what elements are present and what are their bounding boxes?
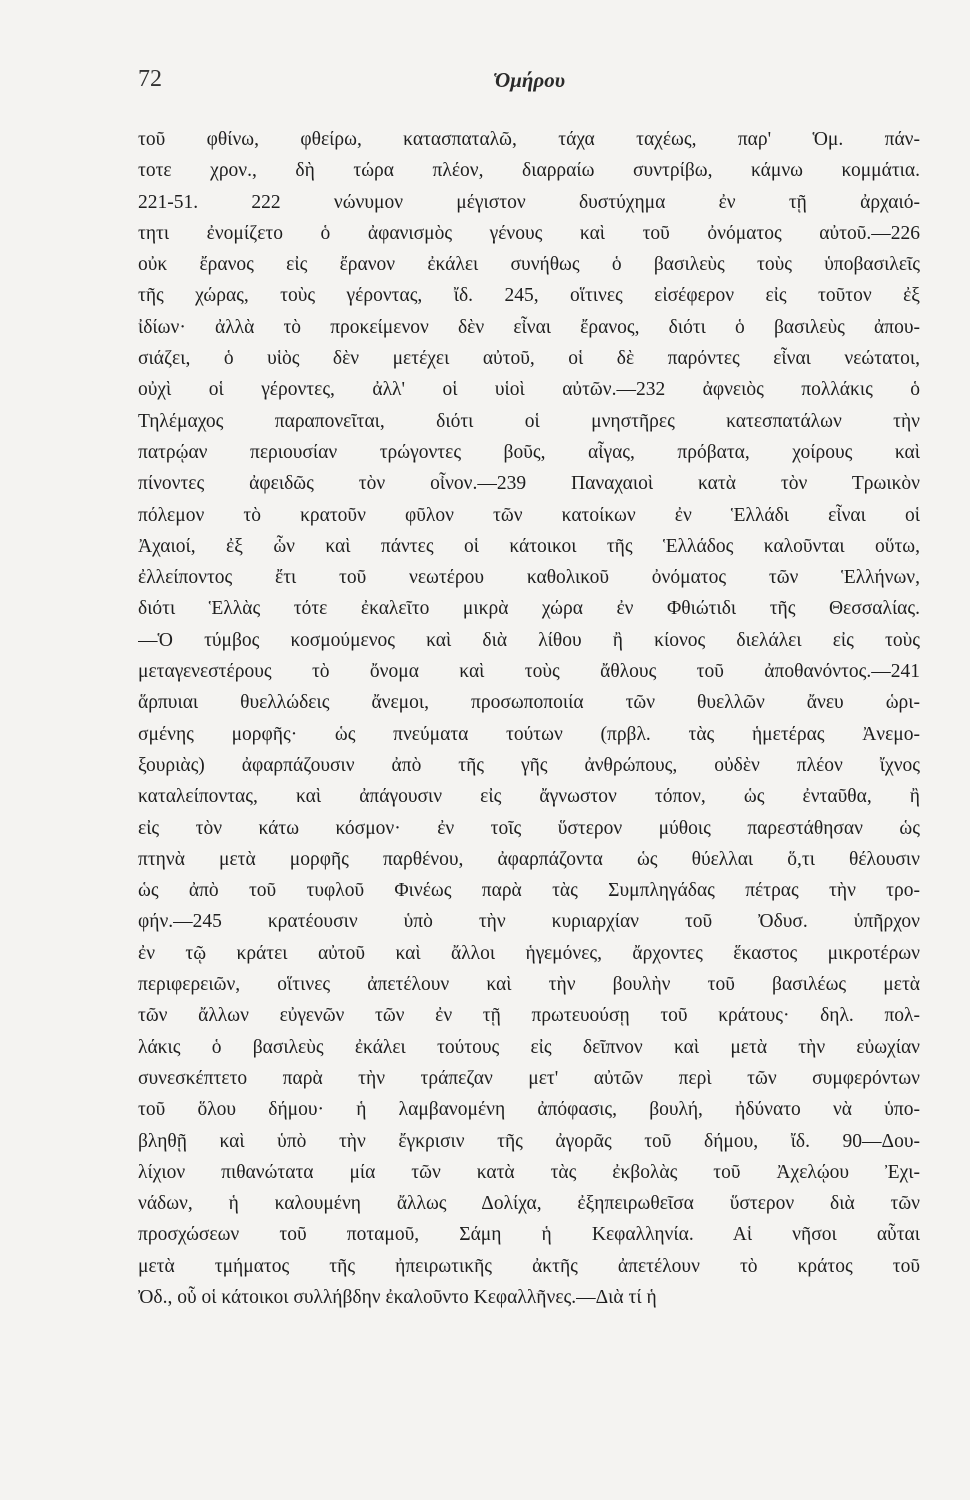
text-line: σμένης μορφῆς· ὡς πνεύματα τούτων (πρβλ. τὰς ἡμετέρας Ἀνεμο- (138, 723, 920, 745)
text-line: φήν.—245 κρατέουσιν ὑπὸ τὴν κυριαρχίαν τοῦ Ὀδυσ. ὑπῆρχον (138, 911, 920, 933)
running-title: Ὁμήρου (492, 68, 566, 92)
text-line: τοῦ ὅλου δήμου· ἡ λαμβανομένη ἀπόφασις, βουλή, ἠδύνατο νὰ ὑπο- (138, 1099, 920, 1121)
text-line: σιάζει, ὁ υἱὸς δὲν μετέχει αὐτοῦ, οἱ δὲ παρόντες εἶναι νεώτατοι, (138, 348, 920, 370)
text-line: λίχιον πιθανώτατα μία τῶν κατὰ τὰς ἐκβολὰς τοῦ Ἀχελῴου Ἐχι- (138, 1161, 920, 1183)
text-line: Τηλέμαχος παραπονεῖται, διότι οἱ μνηστῆρες κατεσπατάλων τὴν (138, 410, 920, 432)
text-line: —Ὁ τύμβος κοσμούμενος καὶ διὰ λίθου ἢ κίονος διελάλει εἰς τοὺς (138, 629, 920, 651)
text-line: καταλείποντας, καὶ ἀπάγουσιν εἰς ἄγνωστον τόπον, ὡς ἐνταῦθα, ἢ (138, 786, 920, 808)
page-number: 72 (138, 66, 162, 92)
text-line: λάκις ὁ βασιλεὺς ἐκάλει τούτους εἰς δεῖπνον καὶ μετὰ τὴν εὐωχίαν (138, 1036, 920, 1058)
text-line: τητι ἐνομίζετο ὁ ἀφανισμὸς γένους καὶ τοῦ ὀνόματος αὐτοῦ.—226 (138, 222, 920, 244)
text-line: Ὀδ., οὗ οἱ κάτοικοι συλλήβδην ἐκαλοῦντο Κεφαλλῆνες.—Διὰ τί ἡ (138, 1286, 657, 1308)
text-line: πατρῴαν περιουσίαν τρώγοντες βοῦς, αἶγας, πρόβατα, χοίρους καὶ (138, 441, 920, 463)
text-line: πτηνὰ μετὰ μορφῆς παρθένου, ἀφαρπάζοντα ὡς θύελλαι ὅ,τι θέλουσιν (138, 848, 920, 870)
commentary-text (138, 124, 920, 1313)
text-line: εἰς τὸν κάτω κόσμον· ἐν τοῖς ὕστερον μύθοις παρεστάθησαν ὡς (138, 817, 920, 839)
text-line: ἅρπυιαι θυελλώδεις ἄνεμοι, προσωποποιία τῶν θυελλῶν ἄνευ ὡρι- (138, 692, 920, 714)
text-line: οὐχὶ οἱ γέροντες, ἀλλ' οἱ υἱοὶ αὐτῶν.—232 ἀφνειὸς πολλάκις ὁ (138, 379, 920, 401)
text-line: τοῦ φθίνω, φθείρω, κατασπαταλῶ, τάχα ταχέως, παρ' Ὁμ. πάν- (138, 129, 920, 150)
text-line: διότι Ἑλλὰς τότε ἐκαλεῖτο μικρὰ χώρα ἐν Φθιώτιδι τῆς Θεσσαλίας. (138, 598, 920, 620)
text-line: πόλεμον τὸ κρατοῦν φῦλον τῶν κατοίκων ἐν Ἑλλάδι εἶναι οἱ (138, 504, 920, 526)
text-line: τῶν ἄλλων εὐγενῶν τῶν ἐν τῇ πρωτευούσῃ τοῦ κράτους· δηλ. πολ- (138, 1005, 920, 1027)
text-line: 221-51. 222 νώνυμον μέγιστον δυστύχημα ἐν τῇ ἀρχαιό- (138, 191, 920, 213)
text-line: νάδων, ἡ καλουμένη ἄλλως Δολίχα, ἐξηπειρωθεῖσα ὕστερον διὰ τῶν (138, 1193, 920, 1215)
text-line: πίνοντες ἀφειδῶς τὸν οἶνον.—239 Παναχαιοὶ κατὰ τὸν Τρωικὸν (138, 473, 920, 495)
text-line: ξουριὰς) ἀφαρπάζουσιν ἀπὸ τῆς γῆς ἀνθρώπους, οὐδὲν πλέον ἴχνος (138, 754, 920, 776)
text-line: μεταγενεστέρους τὸ ὄνομα καὶ τοὺς ἄθλους τοῦ ἀποθανόντος.—241 (138, 661, 920, 683)
text-line: ἰδίων· ἀλλὰ τὸ προκείμενον δὲν εἶναι ἔρανος, διότι ὁ βασιλεὺς ἀπου- (138, 316, 920, 338)
text-line: περιφερειῶν, οἵτινες ἀπετέλουν καὶ τὴν βουλὴν τοῦ βασιλέως μετὰ (138, 974, 920, 996)
text-line: Ἀχαιοί, ἐξ ὧν καὶ πάντες οἱ κάτοικοι τῆς Ἑλλάδος καλοῦνται οὕτω, (138, 535, 920, 557)
page-header (138, 66, 920, 106)
text-line: βληθῇ καὶ ὑπὸ τὴν ἔγκρισιν τῆς ἀγορᾶς τοῦ δήμου, ἴδ. 90—Δου- (138, 1130, 920, 1152)
text-line: μετὰ τμήματος τῆς ἠπειρωτικῆς ἀκτῆς ἀπετέλουν τὸ κράτος τοῦ (138, 1255, 920, 1277)
text-line: συνεσκέπτετο παρὰ τὴν τράπεζαν μετ' αὐτῶν περὶ τῶν συμφερόντων (138, 1067, 920, 1089)
text-line: τοτε χρον., δὴ τώρα πλέον, διαρραίω συντρίβω, κάμνω κομμάτια. (138, 160, 920, 182)
text-line: ὡς ἀπὸ τοῦ τυφλοῦ Φινέως παρὰ τὰς Συμπληγάδας πέτρας τὴν τρο- (138, 880, 920, 902)
text-line: προσχώσεων τοῦ ποταμοῦ, Σάμη ἡ Κεφαλληνία. Αἱ νῆσοι αὗται (138, 1224, 920, 1246)
text-line: οὐκ ἔρανος εἰς ἔρανον ἐκάλει συνήθως ὁ βασιλεὺς τοὺς ὑποβασιλεῖς (138, 254, 920, 276)
text-line: ἐλλείποντος ἔτι τοῦ νεωτέρου καθολικοῦ ὀνόματος τῶν Ἑλλήνων, (138, 567, 920, 589)
text-line: ἐν τῷ κράτει αὐτοῦ καὶ ἄλλοι ἡγεμόνες, ἄρχοντες ἕκαστος μικροτέρων (138, 942, 920, 964)
text-line: τῆς χώρας, τοὺς γέροντας, ἴδ. 245, οἵτινες εἰσέφερον εἰς τοῦτον ἐξ (138, 285, 920, 307)
